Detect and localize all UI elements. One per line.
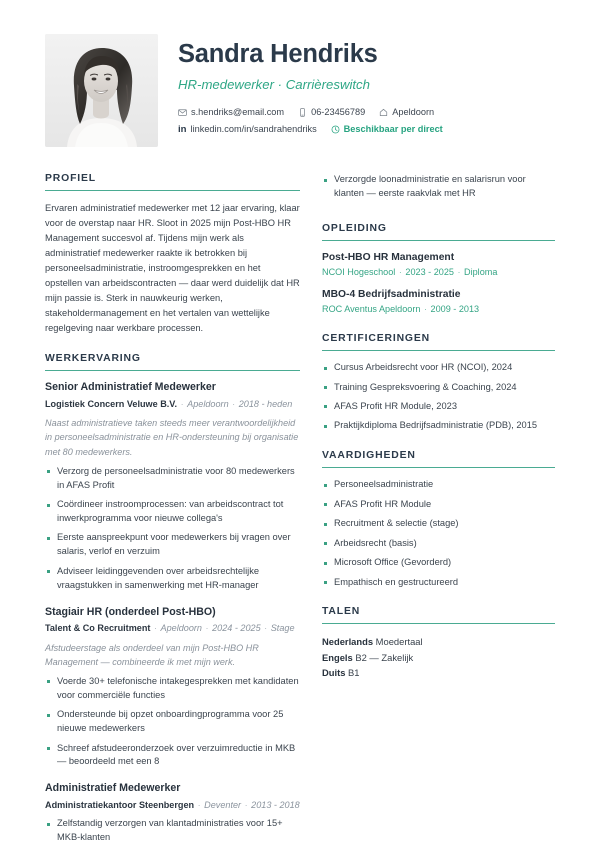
section-title-languages: TALEN bbox=[322, 606, 555, 624]
languages-list bbox=[322, 634, 555, 680]
job-summary: Afstudeerstage als onderdeel van mijn Post-HBO HR Management — combineerde ik met mijn werk. bbox=[45, 642, 259, 667]
right-column bbox=[322, 173, 555, 848]
education-dates: 2023 - 2025 bbox=[405, 267, 454, 278]
list-item: Coördineer instroomprocessen: van arbeidscontract tot inwerkprogramma voor nieuwe collega's bbox=[45, 498, 300, 526]
content-columns bbox=[45, 173, 555, 848]
meta-separator: · bbox=[242, 800, 251, 811]
language-item bbox=[322, 665, 555, 680]
contact-phone[interactable] bbox=[298, 106, 365, 120]
education-school: NCOI Hogeschool bbox=[322, 267, 396, 278]
experience-entry bbox=[45, 782, 300, 845]
job-meta bbox=[45, 622, 300, 635]
section-certifications bbox=[322, 333, 555, 433]
linkedin-icon: in bbox=[178, 123, 187, 135]
job-role: Administratief Medewerker bbox=[45, 782, 181, 795]
envelope-icon bbox=[178, 108, 187, 117]
availability-badge bbox=[331, 123, 443, 137]
job-dates: 2024 - 2025 bbox=[212, 623, 261, 634]
meta-separator: · bbox=[195, 800, 204, 811]
section-title-profile: PROFIEL bbox=[45, 173, 300, 191]
meta-separator: · bbox=[396, 267, 405, 278]
header-text-block bbox=[178, 34, 555, 140]
language-name: Engels bbox=[322, 651, 353, 663]
section-languages bbox=[322, 606, 555, 680]
list-item: Eerste aanspreekpunt voor medewerkers bij vragen over salaris, verlof en verzuim bbox=[45, 531, 300, 559]
section-title-certifications: CERTIFICERINGEN bbox=[322, 333, 555, 351]
skills-list bbox=[322, 478, 555, 589]
job-bullets bbox=[45, 465, 300, 593]
clock-icon bbox=[331, 125, 340, 134]
list-item: AFAS Profit HR Module, 2023 bbox=[322, 400, 555, 414]
language-level: Moedertaal bbox=[375, 636, 423, 648]
meta-separator: · bbox=[421, 304, 430, 315]
education-dates: 2009 - 2013 bbox=[430, 304, 480, 315]
list-item: Voerde 30+ telefonische intakegesprekken met kandidaten voor commerciële functies bbox=[45, 675, 300, 703]
education-degree: Post-HBO HR Management bbox=[322, 251, 455, 263]
job-bullets bbox=[45, 675, 300, 770]
job-role: Stagiair HR (onderdeel Post-HBO) bbox=[45, 605, 216, 618]
profile-text: Ervaren administratief medewerker met 12 jaar ervaring, klaar voor de overstap naar HR. Sloot in 2025 mijn Post-HBO HR Management succesvol af. Tijdens mijn werk als administratief medewerker raakte ik betrokken bij personeelsadministratie, instroomgesprekken en het opstellen van arbeidscontracten — daar werd duidelijk dat HR mijn passie is. Sterk in nauwkeurig werken, stakeholdermanagement en het vertalen van wettelijke regelgeving naar werkbare processen. bbox=[45, 203, 300, 334]
contact-details bbox=[178, 106, 555, 137]
job-meta bbox=[45, 799, 300, 812]
home-icon bbox=[379, 108, 388, 117]
contact-location bbox=[379, 106, 434, 120]
list-item: Arbeidsrecht (basis) bbox=[322, 537, 555, 551]
meta-separator: · bbox=[229, 399, 238, 410]
meta-separator: · bbox=[151, 623, 160, 634]
job-bullets-overflow bbox=[322, 173, 555, 201]
section-profile bbox=[45, 173, 300, 336]
language-name: Nederlands bbox=[322, 636, 374, 648]
job-bullets bbox=[45, 817, 300, 845]
section-experience bbox=[45, 353, 300, 845]
contact-email-text: s.hendriks@email.com bbox=[191, 106, 285, 117]
job-summary: Naast administratieve taken steeds meer verantwoordelijkheid in personeelsadministratie en HR-ondersteuning bij organisatie met 80 medewerkers. bbox=[45, 418, 299, 457]
job-dates: 2018 - heden bbox=[238, 399, 293, 410]
job-location: Deventer bbox=[204, 800, 242, 811]
education-entry bbox=[322, 288, 555, 316]
list-item: AFAS Profit HR Module bbox=[322, 498, 555, 512]
contact-linkedin-text: linkedin.com/in/sandrahendriks bbox=[190, 123, 317, 134]
headline: HR-medewerker · Carrièreswitch bbox=[178, 76, 370, 92]
contact-location-text: Apeldoorn bbox=[392, 106, 435, 117]
language-level: B1 bbox=[348, 666, 360, 678]
page-title: Sandra Hendriks bbox=[178, 40, 378, 68]
contact-line-primary bbox=[178, 106, 555, 120]
list-item: Recruitment & selectie (stage) bbox=[322, 517, 555, 531]
job-location: Apeldoorn bbox=[160, 623, 202, 634]
job-org: Logistiek Concern Veluwe B.V. bbox=[45, 399, 178, 410]
list-item: Ondersteunde bij opzet onboardingprogramma voor 25 nieuwe medewerkers bbox=[45, 708, 300, 736]
experience-entry bbox=[45, 381, 300, 592]
phone-icon bbox=[298, 108, 307, 117]
section-title-education: OPLEIDING bbox=[322, 223, 555, 241]
job-type: Stage bbox=[270, 623, 295, 634]
list-item: Cursus Arbeidsrecht voor HR (NCOI), 2024 bbox=[322, 361, 555, 375]
education-result: Diploma bbox=[464, 267, 498, 278]
certification-list bbox=[322, 361, 555, 433]
meta-separator: · bbox=[454, 267, 464, 278]
list-item: Verzorg de personeelsadministratie voor 80 medewerkers in AFAS Profit bbox=[45, 465, 300, 493]
language-level: B2 — Zakelijk bbox=[355, 651, 414, 663]
list-item: Training Gespreksvoering & Coaching, 2024 bbox=[322, 381, 555, 395]
left-column bbox=[45, 173, 300, 848]
job-meta bbox=[45, 398, 300, 411]
education-school: ROC Aventus Apeldoorn bbox=[322, 304, 421, 315]
list-item: Zelfstandig verzorgen van klantadministraties voor 15+ MKB-klanten bbox=[45, 817, 300, 845]
portrait-photo-icon bbox=[45, 34, 158, 147]
contact-linkedin[interactable] bbox=[178, 123, 317, 137]
job-org: Administratiekantoor Steenbergen bbox=[45, 800, 195, 811]
contact-email[interactable] bbox=[178, 106, 284, 120]
meta-separator: · bbox=[203, 623, 212, 634]
section-education bbox=[322, 223, 555, 316]
contact-phone-text: 06-23456789 bbox=[311, 106, 366, 117]
section-experience-overflow bbox=[322, 173, 555, 201]
avatar bbox=[45, 34, 158, 147]
language-name: Duits bbox=[322, 666, 346, 678]
list-item: Praktijkdiploma Bedrijfsadministratie (PDB), 2015 bbox=[322, 419, 555, 433]
meta-separator: · bbox=[178, 399, 187, 410]
availability-text: Beschikbaar per direct bbox=[343, 123, 443, 134]
section-title-skills: VAARDIGHEDEN bbox=[322, 450, 555, 468]
job-org: Talent & Co Recruitment bbox=[45, 623, 151, 634]
education-meta bbox=[322, 266, 555, 279]
job-location: Apeldoorn bbox=[187, 399, 229, 410]
education-entry bbox=[322, 251, 555, 279]
list-item: Empathisch en gestructureerd bbox=[322, 576, 555, 590]
list-item: Adviseer leidinggevenden over arbeidsrechtelijke vraagstukken in samenwerking met HR-manager bbox=[45, 565, 300, 593]
experience-entry bbox=[45, 606, 300, 770]
meta-separator: · bbox=[261, 623, 270, 634]
language-item bbox=[322, 650, 555, 665]
list-item: Schreef afstudeeronderzoek over verzuimreductie in MKB — beoordeeld met een 8 bbox=[45, 742, 300, 770]
language-item bbox=[322, 634, 555, 649]
section-skills bbox=[322, 450, 555, 589]
resume-header bbox=[45, 34, 555, 147]
education-meta bbox=[322, 303, 555, 316]
list-item: Verzorgde loonadministratie en salarisrun voor klanten — eerste raakvlak met HR bbox=[322, 173, 555, 201]
list-item: Microsoft Office (Gevorderd) bbox=[322, 556, 555, 570]
job-dates: 2013 - 2018 bbox=[251, 800, 300, 811]
list-item: Personeelsadministratie bbox=[322, 478, 555, 492]
contact-line-secondary bbox=[178, 123, 555, 137]
section-title-experience: WERKERVARING bbox=[45, 353, 300, 371]
education-degree: MBO-4 Bedrijfsadministratie bbox=[322, 288, 461, 300]
job-role: Senior Administratief Medewerker bbox=[45, 381, 216, 394]
